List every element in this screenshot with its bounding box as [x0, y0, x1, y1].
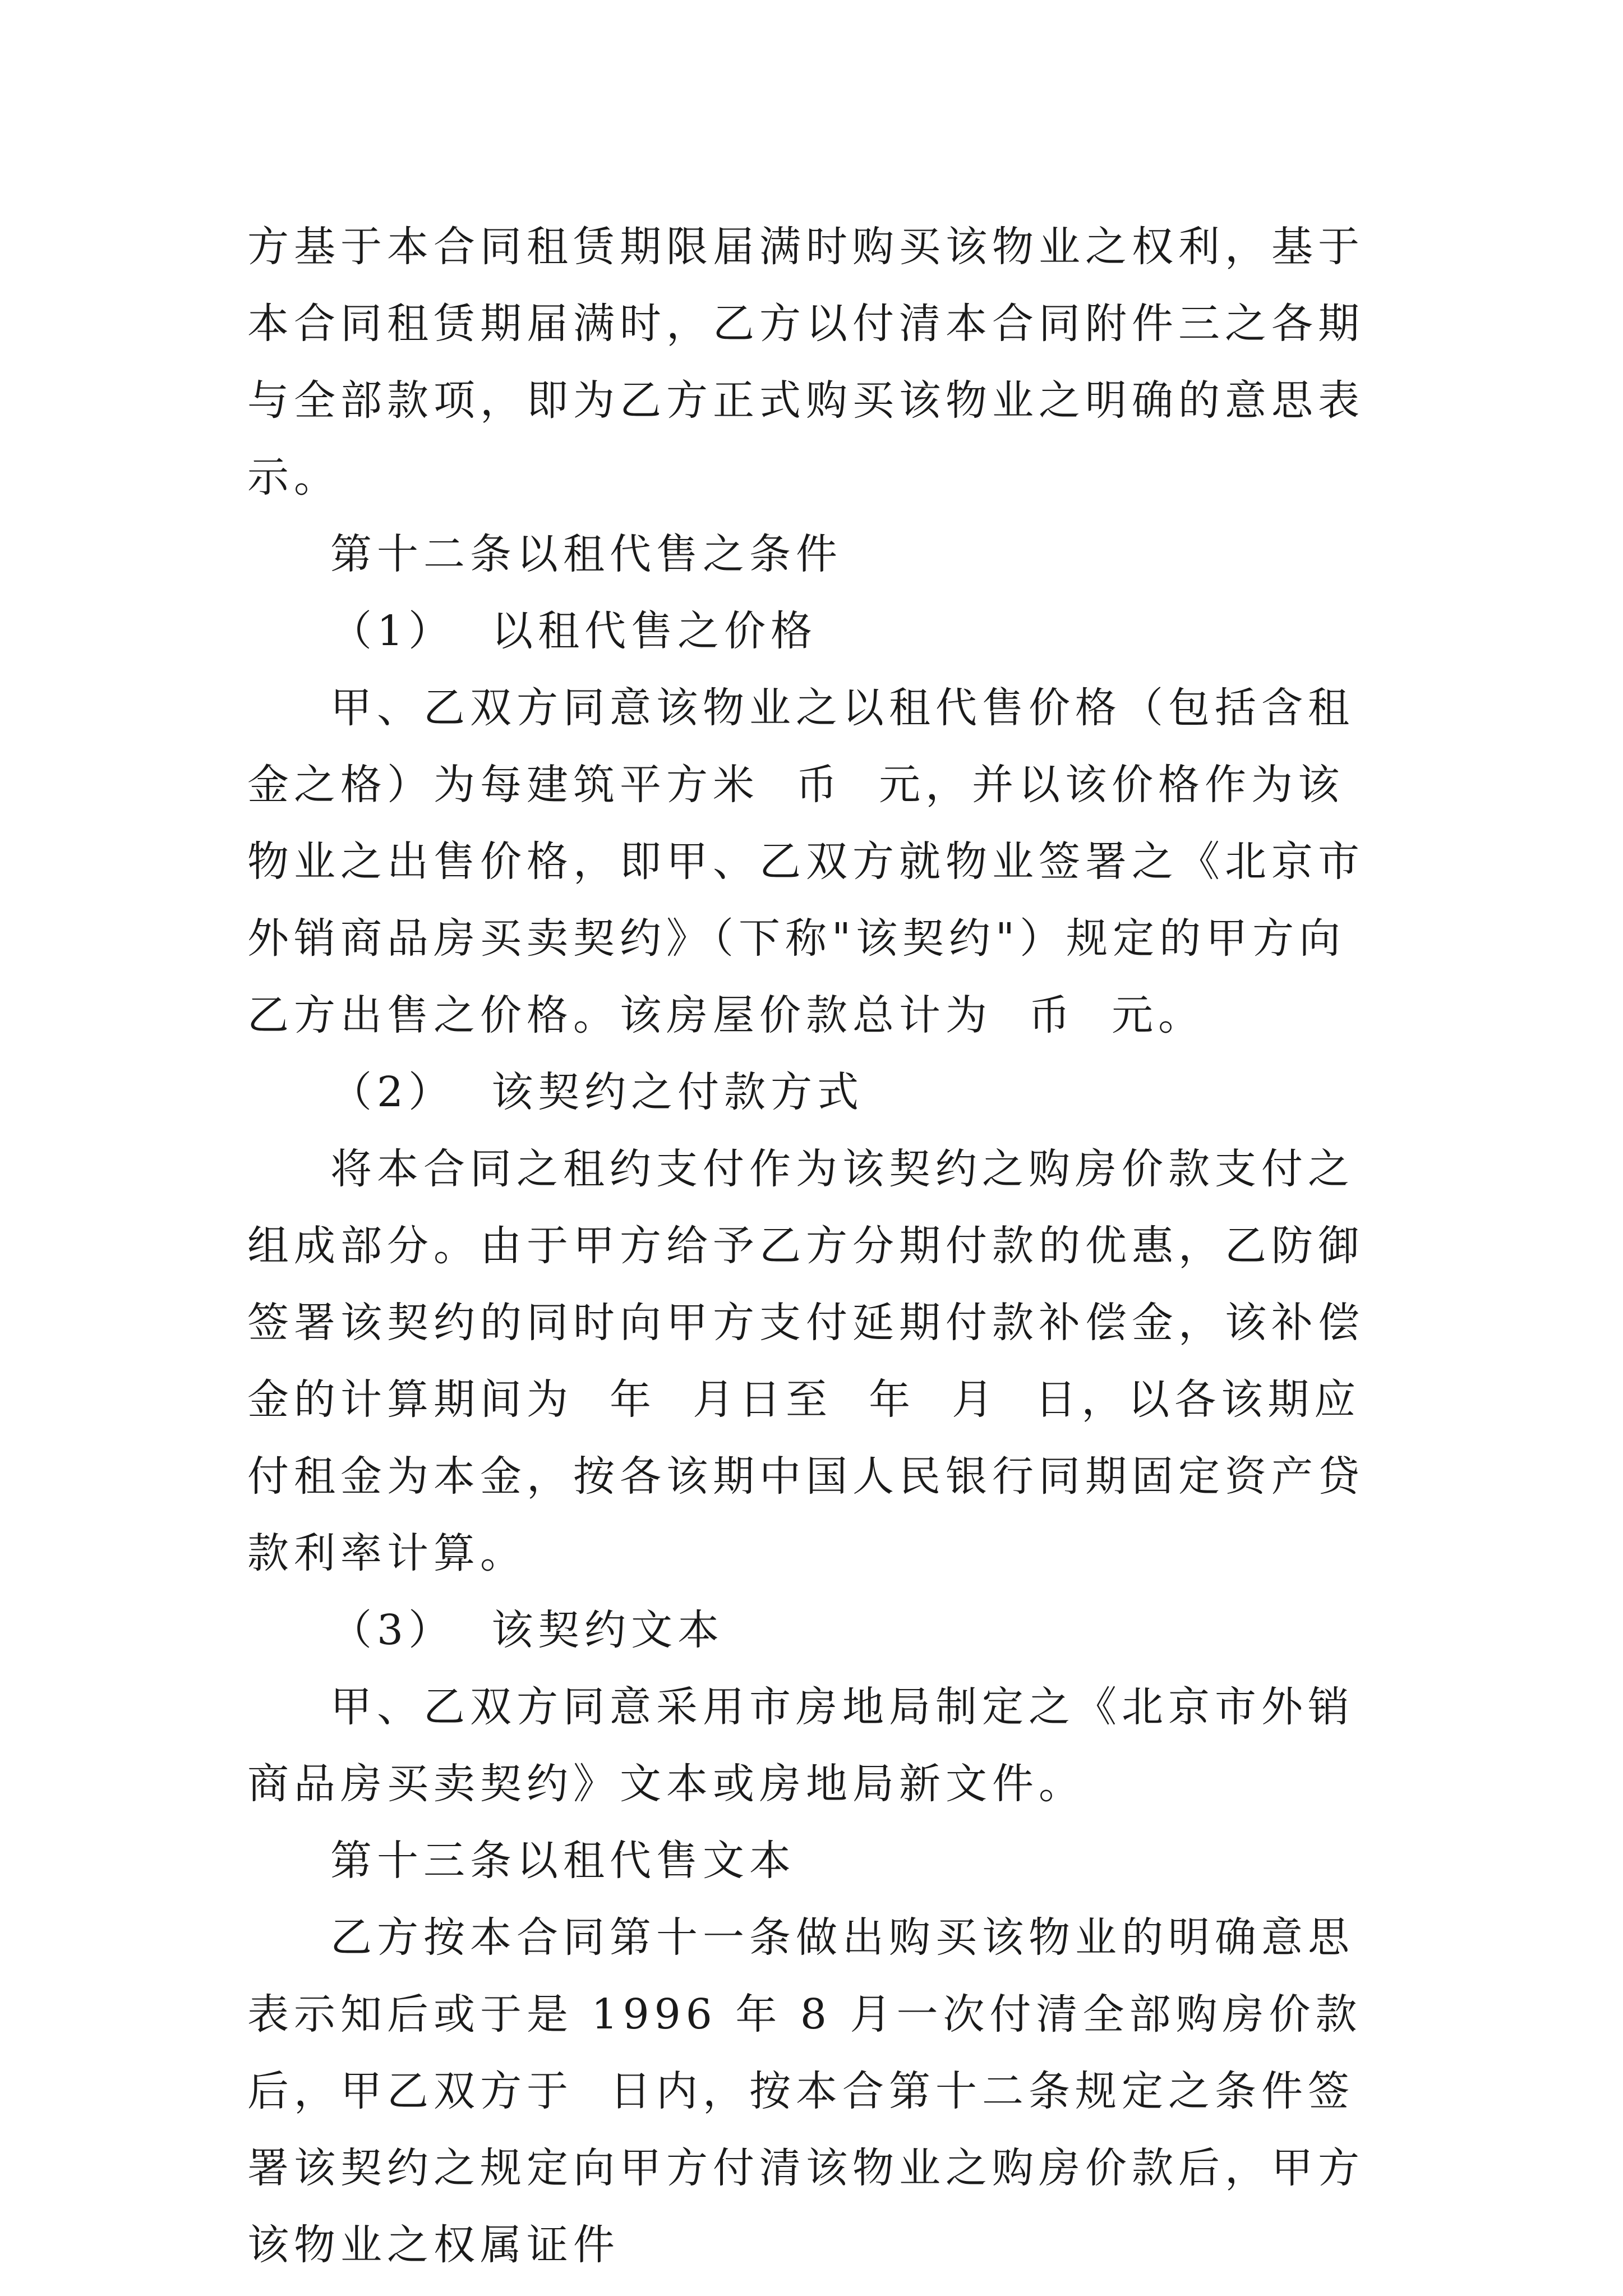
section-2-heading: （2） 该契约之付款方式	[330, 1068, 864, 1116]
section-1-heading: （1） 以租代售之价格	[330, 607, 818, 655]
paragraph-contract-text: 甲、乙双方同意采用市房地局制定之《北京市外销商品房买卖契约》文本或房地局新文件。	[247, 1683, 1354, 1808]
section-3-heading: （3） 该契约文本	[330, 1606, 725, 1654]
article-12-heading: 第十二条以租代售之条件	[330, 530, 842, 578]
paragraph-1: 方基于本合同租赁期限届满时购买该物业之权利，基于本合同租赁期届满时，乙方以付清本合同附件三之各期与全部款项，即为乙方正式购买该物业之明确的意思表示。	[247, 223, 1364, 501]
paragraph-payment: 将本合同之租约支付作为该契约之购房价款支付之组成部分。由于甲方给予乙方分期付款的优惠，乙防御签署该契约的同时向甲方支付延期付款补偿金，该补偿金的计算期间为 年 月日至 年 月 日，以各该期应付租金为本金，按各该期中国人民银行同期固定资产贷款利率计算。	[247, 1145, 1364, 1577]
article-13-heading: 第十三条以租代售文本	[330, 1837, 796, 1885]
paragraph-price: 甲、乙双方同意该物业之以租代售价格（包括含租金之格）为每建筑平方米 币 元，并以该价格作为该物业之出售价格，即甲、乙双方就物业签署之《北京市外销商品房买卖契约》（下称"该契约"）规定的甲方向乙方出售之价格。该房屋价款总计为 币 元。	[247, 684, 1364, 1039]
document-body	[247, 209, 1376, 2284]
paragraph-article-13: 乙方按本合同第十一条做出购买该物业的明确意思表示知后或于是 1996 年 8 月一次付清全部购房价款后，甲乙双方于 日内，按本合第十二条规定之条件签署该契约之规定向甲方付清该物业之购房价款后，甲方该物业之权属证件	[247, 1913, 1364, 2269]
